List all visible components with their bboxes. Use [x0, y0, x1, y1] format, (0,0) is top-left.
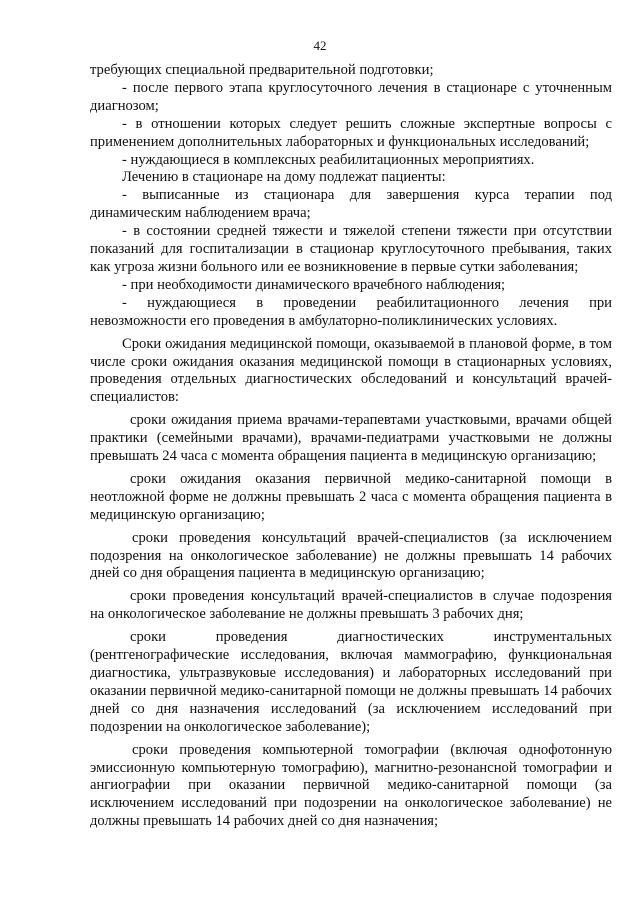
paragraph-9: - нуждающиеся в проведении реабилитационного лечения при невозможности его проведения в амбулаторно-поликлинических условиях.: [90, 294, 612, 329]
paragraph-2: - после первого этапа круглосуточного лечения в стационаре с уточненным диагнозом;: [90, 79, 612, 114]
paragraph-7: - в состоянии средней тяжести и тяжелой степени тяжести при отсутствии показаний для госпитализации в стационар круглосуточного пребывания, таких как угроза жизни больного или ее возникновение в первые сутки заболевания;: [90, 223, 612, 275]
paragraph-14: сроки проведения консультаций врачей-специалистов в случае подозрения на онкологическое заболевание не должны превышать 3 рабочих дня;: [90, 588, 612, 623]
paragraph-5: Лечению в стационаре на дому подлежат пациенты:: [122, 169, 446, 186]
paragraph-3: - в отношении которых следует решить сложные экспертные вопросы с применением дополнительных лабораторных и функциональных исследований;: [90, 115, 612, 150]
paragraph-10: Сроки ожидания медицинской помощи, оказываемой в плановой форме, в том числе сроки ожидания оказания медицинской помощи в стационарных условиях, проведения отдельных диагностических обследований и консультаций врачей-специалистов:: [90, 335, 612, 406]
paragraph-11: сроки ожидания приема врачами-терапевтами участковыми, врачами общей практики (семейными врачами), врачами-педиатрами участковыми не должны превышать 24 часа с момента обращения пациента в медицинскую организацию;: [90, 412, 612, 465]
paragraph-4: - нуждающиеся в комплексных реабилитационных мероприятиях.: [122, 151, 535, 168]
page-number: 42: [313, 38, 327, 53]
paragraph-8: - при необходимости динамического врачебного наблюдения;: [122, 276, 506, 293]
paragraph-6: - выписанные из стационара для завершения курса терапии под динамическим наблюдением врача;: [90, 187, 612, 222]
paragraph-1: требующих специальной предварительной подготовки;: [90, 62, 434, 78]
paragraph-12: сроки ожидания оказания первичной медико-санитарной помощи в неотложной форме не должны превышать 2 часа с момента обращения пациента в медицинскую организацию;: [90, 470, 612, 523]
paragraph-15: сроки проведения диагностических инструментальных (рентгенографические исследования, включая маммографию, функциональная диагностика, ультразвуковые исследования) и лабораторных исследований при оказании первичной медико-санитарной помощи не должны превышать 14 рабочих дней со дня назначения исследований (за исключением исследований при подозрении на онкологическое заболевание);: [90, 629, 612, 735]
paragraph-13: сроки проведения консультаций врачей-специалистов (за исключением подозрения на онкологическое заболевание) не должны превышать 14 рабочих дней со дня обращения пациента в медицинскую организацию;: [90, 529, 612, 582]
document-body: [90, 62, 612, 831]
paragraph-16: сроки проведения компьютерной томографии (включая однофотонную эмиссионную компьютерную томографию), магнитно-резонансной томографии и ангиографии при оказании первичной медико-санитарной помощи (за исключением исследований при подозрении на онкологическое заболевание) не должны превышать 14 рабочих дней со дня назначения;: [90, 741, 612, 830]
